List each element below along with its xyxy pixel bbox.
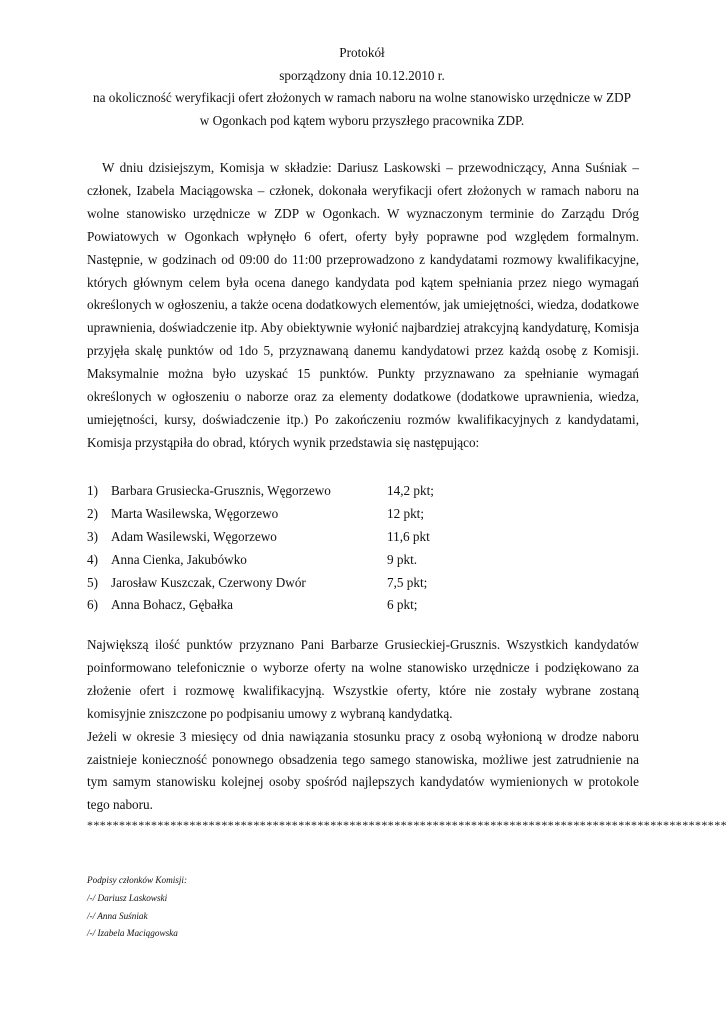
candidate-number: 2): [87, 505, 98, 521]
document-purpose-line-1: na okoliczność weryfikacji ofert złożonych w ramach naboru na wolne stanowisko urzędnicze w ZDP: [93, 90, 631, 105]
conclusion-paragraph: Największą ilość punktów przyznano Pani Barbarze Grusieckiej-Grusznis. Wszystkich kandydatów poinformowano telefonicznie o wyborze oferty na wolne stanowisko urzędnicze i podziękowano za złożenie ofert i rozmowę kwalifikacyjną. Wszystkie oferty, które nie zostały wybrane zostaną komisyjnie zniszczone po podpisaniu umowy z wybraną kandydatką.: [87, 637, 639, 721]
candidate-number: 5): [87, 574, 98, 590]
signature-line: /-/ Izabela Maciągowska: [87, 928, 178, 939]
document-header: [60, 42, 664, 132]
list-item: [87, 549, 639, 572]
signatures-title: Podpisy członków Komisji:: [87, 875, 188, 885]
document-title: Protokół: [339, 45, 385, 60]
candidate-number: 6): [87, 597, 98, 613]
candidate-name: Marta Wasilewska, Węgorzewo: [111, 505, 279, 521]
candidate-name: Anna Cienka, Jakubówko: [111, 551, 247, 567]
list-item: [87, 480, 639, 503]
candidate-name: Jarosław Kuszczak, Czerwony Dwór: [111, 574, 306, 590]
candidate-points: 14,2 pkt;: [387, 483, 434, 498]
separator-line: ****************************************************************************************************: [87, 818, 727, 832]
candidate-points: 6 pkt;: [387, 597, 418, 613]
document-date: sporządzony dnia 10.12.2010 r.: [279, 67, 445, 83]
candidate-number: 4): [87, 551, 98, 567]
candidate-points: 12 pkt;: [387, 505, 424, 521]
list-item: [87, 572, 639, 595]
candidate-points: 11,6 pkt: [387, 528, 430, 544]
document-purpose-line-2: w Ogonkach pod kątem wyboru przyszłego pracownika ZDP.: [199, 112, 525, 128]
reappointment-paragraph: Jeżeli w okresie 3 miesięcy od dnia nawiązania stosunku pracy z osobą wyłonioną w drodze naboru zaistnieje konieczność ponownego obsadzenia tego samego stanowiska, możliwe jest zatrudnienie na tym samym stanowisku kolejnej osoby spośród najlepszych kandydatów wymienionych w protokole tego naboru.: [87, 728, 639, 813]
conclusion-section: [87, 634, 639, 817]
signature-block: [87, 872, 187, 943]
signature-line: /-/ Anna Suśniak: [87, 910, 148, 921]
list-item: [87, 526, 639, 549]
candidate-number: 1): [87, 483, 98, 498]
candidate-name: Barbara Grusiecka-Grusznis, Węgorzewo: [111, 483, 331, 498]
list-item: [87, 594, 639, 617]
candidate-points: 9 pkt.: [387, 551, 418, 567]
intro-paragraph: W dniu dzisiejszym, Komisja w składzie: Dariusz Laskowski – przewodniczący, Anna Suśniak – członek, Izabela Maciągowska – członek, dokonała weryfikacji ofert złożonych w ramach naboru na wolne stanowisko urzędnicze w ZDP w Ogonkach. W wyznaczonym terminie do Zarządu Dróg Powiatowych w Ogonkach wpłynęło 6 ofert, oferty były poprawne pod względem formalnym. Następnie, w godzinach od 09:00 do 11:00 przeprowadzono z kandydatami rozmowy kwalifikacyjne, których głównym celem była ocena danego kandydata pod kątem spełniania przez niego wymagań określonych w ogłoszeniu, a także ocena dodatkowych elementów, jak umiejętności, wiedza, dodatkowe uprawnienia, doświadczenie itp. Aby obiektywnie wyłonić najbardziej atrakcyjną kandydaturę, Komisja przyjęła skalę punktów od 1do 5, przyznawaną danemu kandydatowi przez każdą osobę z Komisji. Maksymalnie można było uzyskać 15 punktów. Punkty przyznawano za spełnianie wymagań określonych w ogłoszeniu o naborze oraz za elementy dodatkowe (dodatkowe uprawnienia, wiedza, umiejętności, kursy, doświadczenie itp.) Po zakończeniu rozmów kwalifikacyjnych z kandydatami, Komisja przystąpiła do obrad, których wynik przedstawia się następująco:: [87, 160, 639, 450]
candidate-name: Anna Bohacz, Gębałka: [111, 597, 233, 613]
candidate-name: Adam Wasilewski, Węgorzewo: [111, 528, 277, 544]
candidate-points: 7,5 pkt;: [387, 574, 428, 590]
list-item: [87, 503, 639, 526]
candidate-number: 3): [87, 528, 98, 544]
candidate-list: [87, 480, 639, 617]
signature-line: /-/ Dariusz Laskowski: [87, 892, 168, 903]
